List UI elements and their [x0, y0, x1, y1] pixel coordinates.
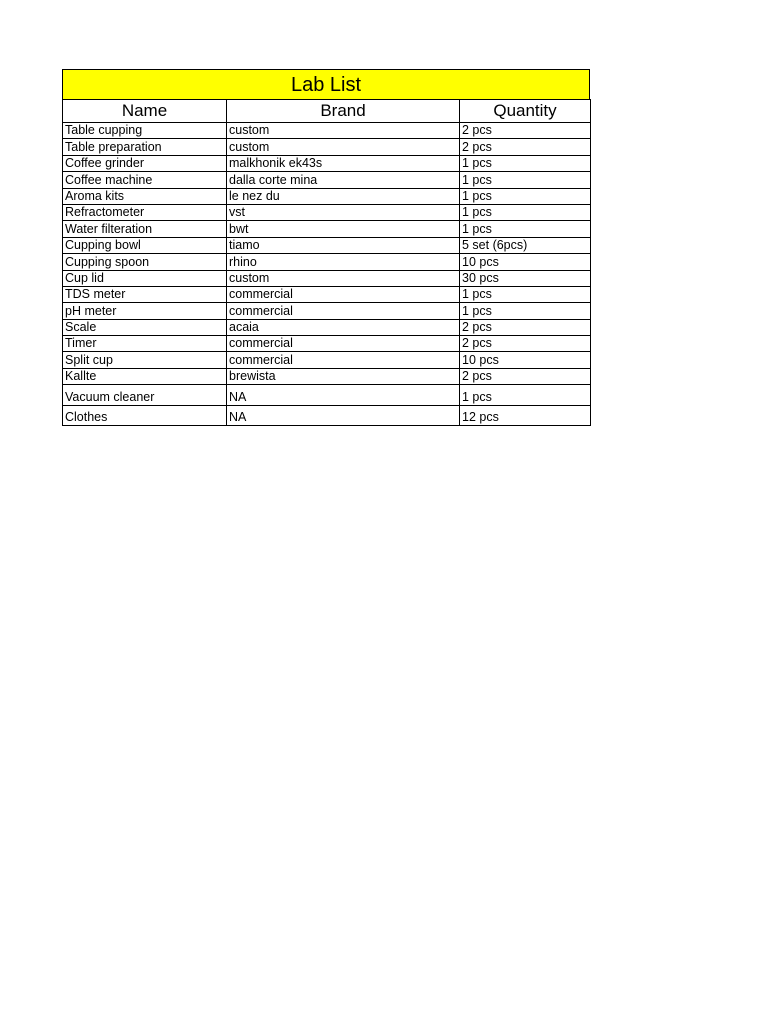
cell-brand: bwt [227, 221, 460, 237]
table-row [63, 221, 591, 237]
cell-name: Aroma kits [63, 188, 227, 204]
table-row [63, 155, 591, 171]
table-row [63, 368, 591, 384]
cell-name: Coffee grinder [63, 155, 227, 171]
cell-brand: custom [227, 270, 460, 286]
cell-quantity: 5 set (6pcs) [460, 237, 591, 253]
cell-name: Cupping spoon [63, 254, 227, 270]
lab-list-table [62, 99, 591, 426]
cell-brand: NA [227, 385, 460, 406]
cell-brand: custom [227, 123, 460, 139]
cell-quantity: 2 pcs [460, 368, 591, 384]
cell-name: Table preparation [63, 139, 227, 155]
header-row [63, 100, 591, 123]
cell-quantity: 10 pcs [460, 352, 591, 368]
cell-name: Vacuum cleaner [63, 385, 227, 406]
table-row [63, 319, 591, 335]
table-row [63, 385, 591, 406]
table-row [63, 123, 591, 139]
cell-brand: brewista [227, 368, 460, 384]
table-row [63, 254, 591, 270]
cell-quantity: 1 pcs [460, 286, 591, 302]
cell-name: Timer [63, 336, 227, 352]
cell-quantity: 1 pcs [460, 188, 591, 204]
cell-brand: NA [227, 405, 460, 426]
cell-name: Cupping bowl [63, 237, 227, 253]
cell-name: Table cupping [63, 123, 227, 139]
cell-quantity: 10 pcs [460, 254, 591, 270]
cell-brand: dalla corte mina [227, 172, 460, 188]
table-row [63, 405, 591, 426]
table-row [63, 270, 591, 286]
lab-list-sheet [62, 69, 590, 426]
cell-brand: rhino [227, 254, 460, 270]
cell-brand: acaia [227, 319, 460, 335]
cell-quantity: 1 pcs [460, 385, 591, 406]
cell-name: Refractometer [63, 204, 227, 220]
cell-quantity: 1 pcs [460, 303, 591, 319]
cell-brand: commercial [227, 352, 460, 368]
table-row [63, 188, 591, 204]
cell-name: TDS meter [63, 286, 227, 302]
cell-name: Split cup [63, 352, 227, 368]
table-row [63, 303, 591, 319]
cell-name: pH meter [63, 303, 227, 319]
cell-name: Kallte [63, 368, 227, 384]
cell-brand: custom [227, 139, 460, 155]
cell-quantity: 1 pcs [460, 155, 591, 171]
table-row [63, 139, 591, 155]
cell-quantity: 2 pcs [460, 336, 591, 352]
cell-quantity: 2 pcs [460, 139, 591, 155]
cell-quantity: 2 pcs [460, 123, 591, 139]
cell-name: Water filteration [63, 221, 227, 237]
cell-name: Scale [63, 319, 227, 335]
sheet-title: Lab List [62, 69, 590, 99]
cell-quantity: 30 pcs [460, 270, 591, 286]
cell-quantity: 2 pcs [460, 319, 591, 335]
cell-brand: commercial [227, 286, 460, 302]
cell-brand: le nez du [227, 188, 460, 204]
table-row [63, 352, 591, 368]
cell-brand: malkhonik ek43s [227, 155, 460, 171]
column-header-quantity: Quantity [460, 100, 591, 123]
cell-name: Coffee machine [63, 172, 227, 188]
cell-quantity: 1 pcs [460, 221, 591, 237]
table-row [63, 286, 591, 302]
cell-quantity: 1 pcs [460, 204, 591, 220]
cell-name: Cup lid [63, 270, 227, 286]
table-row [63, 336, 591, 352]
column-header-brand: Brand [227, 100, 460, 123]
cell-brand: commercial [227, 303, 460, 319]
table-row [63, 172, 591, 188]
cell-quantity: 1 pcs [460, 172, 591, 188]
cell-brand: tiamo [227, 237, 460, 253]
cell-name: Clothes [63, 405, 227, 426]
cell-brand: vst [227, 204, 460, 220]
cell-brand: commercial [227, 336, 460, 352]
table-row [63, 204, 591, 220]
cell-quantity: 12 pcs [460, 405, 591, 426]
table-row [63, 237, 591, 253]
column-header-name: Name [63, 100, 227, 123]
